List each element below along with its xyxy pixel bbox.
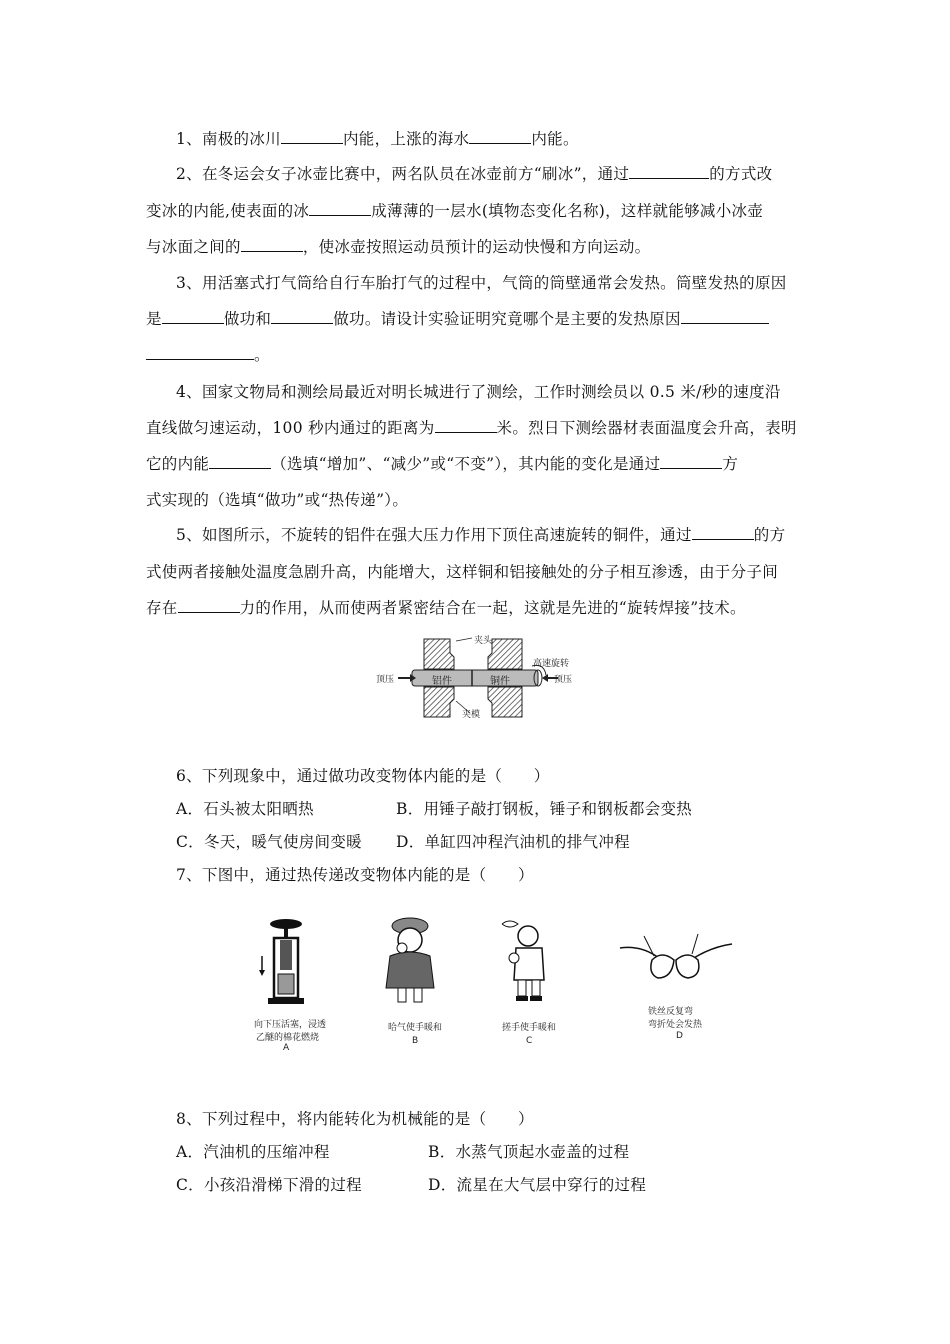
left-clamp-top — [424, 639, 454, 669]
q2-text: 2、在冬运会女子冰壶比赛中，两名队员在冰壶前方“刷冰”，通过 — [176, 165, 630, 183]
q2-text: 成薄薄的一层水(填物态变化名称)，这样就能够减小冰壶 — [371, 202, 764, 220]
q5-text: 存在 — [146, 599, 178, 617]
q2-text: 的方式改 — [709, 165, 773, 183]
q5-blank-1[interactable] — [692, 527, 754, 540]
syringe-knob — [270, 919, 302, 929]
leader-top — [456, 638, 472, 641]
q2-blank-3[interactable] — [241, 239, 303, 252]
question-2-line-2 — [146, 199, 763, 221]
right-clamp-bottom — [488, 687, 522, 717]
figure-a-caption-2: 乙醚的棉花燃烧 — [256, 1033, 320, 1043]
right-leg — [414, 988, 422, 1002]
question-3-line-2 — [146, 307, 769, 329]
label-press-right: 顶压 — [554, 675, 573, 685]
label-aluminum-part: 铝件 — [432, 676, 452, 687]
q5-blank-2[interactable] — [178, 600, 240, 613]
figure-d-caption-2: 弯折处会发热 — [648, 1020, 703, 1030]
left-shoe — [516, 996, 528, 1001]
figure-a-caption-1: 向下压活塞，浸透 — [254, 1020, 327, 1030]
question-8-option-c[interactable]: C．小孩沿滑梯下滑的过程 — [176, 1176, 362, 1194]
syringe-piston — [280, 940, 292, 970]
q2-text: 与冰面之间的 — [146, 238, 241, 256]
q5-text: 的方 — [753, 526, 786, 544]
q2-text: 变冰的内能,使表面的冰 — [146, 202, 310, 220]
q5-text: 5、如图所示，不旋转的铝件在强大压力作用下顶住高速旋转的铜件，通过 — [176, 526, 692, 544]
question-6-option-d[interactable]: D．单缸四冲程汽油机的排气冲程 — [396, 833, 630, 851]
figure-b-letter: B — [412, 1036, 419, 1046]
question-5-line-3 — [146, 596, 746, 618]
q4-text: （选填“增加”、“减少”或“不变”），其内能的变化是通过 — [271, 455, 661, 473]
swirl-lines — [502, 921, 518, 927]
question-5-line-2 — [146, 560, 778, 582]
question-7-stem: 7、下图中，通过热传递改变物体内能的是（ ） — [176, 866, 534, 884]
q3-blank-2[interactable] — [271, 311, 333, 324]
figure-c-letter: C — [526, 1036, 533, 1046]
figure-b-breath-warming — [376, 912, 448, 1008]
left-leg — [398, 988, 406, 1002]
left-clamp-bottom — [424, 687, 454, 717]
question-4-line-4 — [146, 488, 408, 510]
q5-text: 式使两者接触处温度急剧升高，内能增大，这样铜和铝接触处的分子相互渗透，由于分子间 — [146, 563, 779, 581]
q4-text: 4、国家文物局和测绘局最近对明长城进行了测绘，工作时测绘员以 0.5 米/秒的速度沿 — [176, 383, 781, 401]
right-fist — [676, 955, 699, 978]
q1-blank-2[interactable] — [469, 131, 531, 144]
question-2-line-1 — [176, 162, 772, 184]
label-copper-part: 铜件 — [490, 676, 510, 687]
figure-d-caption-1: 铁丝反复弯 — [648, 1007, 694, 1017]
question-3-line-1 — [176, 271, 787, 293]
q1-blank-1[interactable] — [281, 131, 343, 144]
q4-blank-1[interactable] — [435, 420, 497, 433]
figure-a-fire-syringe — [256, 916, 316, 1016]
q1-text: 1、南极的冰川 — [176, 130, 281, 148]
q3-text: 3、用活塞式打气筒给自行车胎打气的过程中，气筒的筒壁通常会发热。筒壁发热的原因 — [176, 274, 787, 292]
question-5-line-1 — [176, 523, 785, 545]
figure-c-rubbing-hands — [496, 914, 556, 1006]
left-leg — [518, 980, 526, 996]
q3-text: 是 — [146, 310, 162, 328]
question-4-line-3 — [146, 452, 738, 474]
q4-text: 直线做匀速运动，100 秒内通过的距离为 — [146, 419, 435, 437]
left-fist — [651, 955, 674, 978]
q4-text: 米。烈日下测绘器材表面温度会升高，表明 — [496, 419, 797, 437]
syringe-base — [268, 998, 304, 1004]
down-arrow-head — [259, 970, 265, 976]
question-6-option-a[interactable]: A．石头被太阳晒热 — [176, 800, 314, 818]
q3-text: 做功和 — [223, 310, 272, 328]
figure-a-letter: A — [283, 1043, 290, 1053]
q2-blank-1[interactable] — [629, 166, 709, 179]
question-8-option-d[interactable]: D．流星在大气层中穿行的过程 — [428, 1176, 647, 1194]
label-press-left: 顶压 — [376, 675, 395, 685]
q2-blank-2[interactable] — [309, 203, 371, 216]
cotton-ether — [278, 974, 294, 994]
q3-text: 做功。请设计实验证明究竟哪个是主要的发热原因 — [333, 310, 681, 328]
hands — [397, 943, 407, 953]
figure-b-caption: 哈气使手暖和 — [388, 1023, 443, 1033]
question-4-line-2 — [146, 416, 797, 438]
label-clamp-mold: 夹模 — [462, 710, 481, 720]
hands — [509, 953, 519, 963]
q3-text: 。 — [254, 346, 270, 364]
question-6-option-b[interactable]: B．用锤子敲打钢板，锤子和钢板都会变热 — [396, 800, 693, 818]
press-arrowhead-right — [542, 674, 548, 682]
q3-blank-3-cont[interactable] — [146, 347, 254, 360]
figure-d-letter: D — [676, 1031, 683, 1041]
coat — [386, 952, 434, 988]
figure-c-caption: 搓手使手暖和 — [502, 1023, 557, 1033]
label-high-speed-rotation: 高速旋转 — [533, 659, 570, 669]
question-1 — [176, 127, 579, 149]
right-clamp-top — [488, 639, 522, 669]
welding-rod — [412, 670, 538, 686]
q4-text: 方 — [722, 455, 739, 473]
body — [514, 948, 544, 980]
sleeve-lines — [644, 934, 698, 956]
q4-blank-2[interactable] — [209, 456, 271, 469]
question-4-line-1 — [176, 380, 781, 402]
question-8-stem: 8、下列过程中，将内能转化为机械能的是（ ） — [176, 1110, 534, 1128]
label-clamp-head: 夹头 — [474, 636, 493, 646]
question-3-line-3 — [146, 343, 270, 365]
right-leg — [532, 980, 540, 996]
question-6-option-c[interactable]: C．冬天，暖气使房间变暖 — [176, 833, 362, 851]
q5-text: 力的作用，从而使两者紧密结合在一起，这就是先进的“旋转焊接”技术。 — [239, 599, 746, 617]
head — [518, 926, 538, 946]
q3-blank-3[interactable] — [681, 311, 769, 324]
q1-text: 内能，上涨的海水 — [342, 130, 470, 148]
question-6-stem: 6、下列现象中，通过做功改变物体内能的是（ ） — [176, 767, 550, 785]
right-shoe — [530, 996, 542, 1001]
q4-blank-3[interactable] — [660, 456, 722, 469]
syringe-handle — [284, 928, 288, 938]
q4-text: 它的内能 — [146, 455, 210, 473]
figure-d-bending-wire — [618, 930, 736, 1000]
question-8-option-b[interactable]: B．水蒸气顶起水壶盖的过程 — [428, 1143, 630, 1161]
q4-text: 式实现的（选填“做功”或“热传递”）。 — [146, 491, 409, 509]
q2-text: ，使冰壶按照运动员预计的运动快慢和方向运动。 — [302, 238, 651, 256]
q1-text: 内能。 — [531, 130, 579, 148]
question-2-line-3 — [146, 235, 650, 257]
question-8-option-a[interactable]: A．汽油机的压缩冲程 — [176, 1143, 330, 1161]
q3-blank-1[interactable] — [162, 311, 224, 324]
